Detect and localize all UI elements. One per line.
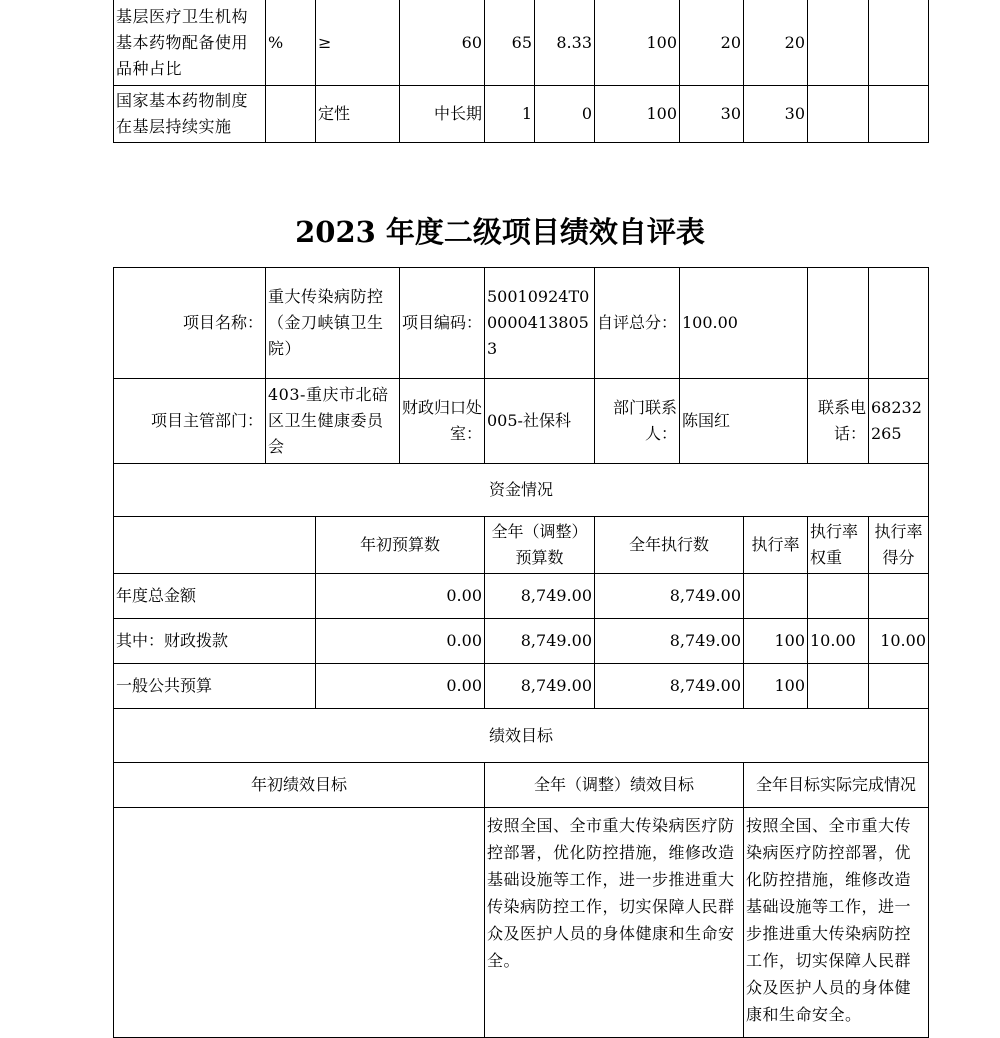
funds-row-rate: 100 xyxy=(744,619,808,664)
indicator-unit: % xyxy=(266,0,316,86)
contact-value: 陈国红 xyxy=(680,379,808,464)
indicator-row xyxy=(114,86,929,143)
funds-row-rate: 100 xyxy=(744,664,808,709)
perf-initial-text xyxy=(114,808,485,1038)
funds-row-label: 年度总金额 xyxy=(114,574,316,619)
funds-row-label: 一般公共预算 xyxy=(114,664,316,709)
perf-content-row xyxy=(114,808,929,1038)
dept-label: 项目主管部门： xyxy=(114,379,266,464)
project-name-value: 重大传染病防控（金刀峡镇卫生院） xyxy=(266,268,400,379)
project-info-row xyxy=(114,268,929,379)
indicator-completion: 100 xyxy=(595,0,680,86)
funds-header-adjusted: 全年（调整）预算数 xyxy=(485,517,595,574)
indicator-weight: 30 xyxy=(680,86,744,143)
indicator-deviation: 8.33 xyxy=(535,0,595,86)
indicator-name: 基层医疗卫生机构基本药物配备使用品种占比 xyxy=(114,0,266,86)
contact-label: 部门联系人： xyxy=(595,379,680,464)
finance-office-value: 005-社保科 xyxy=(485,379,595,464)
indicator-operator: 定性 xyxy=(316,86,400,143)
indicator-operator: ≥ xyxy=(316,0,400,86)
empty-cell xyxy=(869,0,929,86)
indicator-score: 30 xyxy=(744,86,808,143)
evaluation-table xyxy=(113,267,929,1038)
empty-cell xyxy=(869,268,929,379)
dept-value: 403-重庆市北碚区卫生健康委员会 xyxy=(266,379,400,464)
funds-row-weight xyxy=(808,664,869,709)
indicator-actual: 1 xyxy=(485,86,535,143)
perf-actual-text: 按照全国、全市重大传染病医疗防控部署，优化防控措施，维修改造基础设施等工作，进一步推进重大传染病防控工作，切实保障人民群众及医护人员的身体健康和生命安全。 xyxy=(744,808,929,1038)
indicator-unit xyxy=(266,86,316,143)
funds-header-executed: 全年执行数 xyxy=(595,517,744,574)
project-code-label: 项目编码： xyxy=(400,268,485,379)
funds-row-executed: 8,749.00 xyxy=(595,664,744,709)
funds-row-adjusted: 8,749.00 xyxy=(485,574,595,619)
funds-header-initial: 年初预算数 xyxy=(316,517,485,574)
total-score-value: 100.00 xyxy=(680,268,808,379)
funds-header-row xyxy=(114,517,929,574)
funds-section-title: 资金情况 xyxy=(114,464,929,517)
indicator-deviation: 0 xyxy=(535,86,595,143)
funds-row-score xyxy=(869,664,929,709)
funds-row-executed: 8,749.00 xyxy=(595,619,744,664)
indicator-weight: 20 xyxy=(680,0,744,86)
empty-cell xyxy=(114,517,316,574)
funds-header-score: 执行率得分 xyxy=(869,517,929,574)
funds-row-adjusted: 8,749.00 xyxy=(485,664,595,709)
perf-section-title: 绩效目标 xyxy=(114,709,929,763)
empty-cell xyxy=(869,86,929,143)
funds-row-label: 其中：财政拨款 xyxy=(114,619,316,664)
finance-office-label: 财政归口处室： xyxy=(400,379,485,464)
funds-row-initial: 0.00 xyxy=(316,619,485,664)
indicator-target: 中长期 xyxy=(400,86,485,143)
funds-row xyxy=(114,619,929,664)
indicator-name: 国家基本药物制度在基层持续实施 xyxy=(114,86,266,143)
total-score-label: 自评总分： xyxy=(595,268,680,379)
indicator-target: 60 xyxy=(400,0,485,86)
funds-row xyxy=(114,574,929,619)
perf-header-row xyxy=(114,763,929,808)
funds-row-initial: 0.00 xyxy=(316,574,485,619)
page-title: 2023 年度二级项目绩效自评表 xyxy=(295,215,705,249)
funds-row-score: 10.00 xyxy=(869,619,929,664)
indicator-score: 20 xyxy=(744,0,808,86)
funds-row-initial: 0.00 xyxy=(316,664,485,709)
perf-adjusted-text: 按照全国、全市重大传染病医疗防控部署，优化防控措施，维修改造基础设施等工作，进一步推进重大传染病防控工作，切实保障人民群众及医护人员的身体健康和生命安全。 xyxy=(485,808,744,1038)
funds-header-weight: 执行率权重 xyxy=(808,517,869,574)
empty-cell xyxy=(808,0,869,86)
perf-header-actual: 全年目标实际完成情况 xyxy=(744,763,929,808)
department-info-row xyxy=(114,379,929,464)
indicator-row xyxy=(114,0,929,86)
funds-row-executed: 8,749.00 xyxy=(595,574,744,619)
indicator-table xyxy=(113,0,929,143)
funds-header-rate: 执行率 xyxy=(744,517,808,574)
funds-row-weight: 10.00 xyxy=(808,619,869,664)
perf-section-row xyxy=(114,709,929,763)
indicator-completion: 100 xyxy=(595,86,680,143)
indicator-actual: 65 xyxy=(485,0,535,86)
perf-header-adjusted: 全年（调整）绩效目标 xyxy=(485,763,744,808)
funds-row-adjusted: 8,749.00 xyxy=(485,619,595,664)
funds-section-row xyxy=(114,464,929,517)
funds-row-rate xyxy=(744,574,808,619)
empty-cell xyxy=(808,86,869,143)
funds-row-score xyxy=(869,574,929,619)
phone-value: 68232265 xyxy=(869,379,929,464)
funds-row xyxy=(114,664,929,709)
project-code-value: 50010924T000004138053 xyxy=(485,268,595,379)
phone-label: 联系电话： xyxy=(808,379,869,464)
funds-row-weight xyxy=(808,574,869,619)
perf-header-initial: 年初绩效目标 xyxy=(114,763,485,808)
project-name-label: 项目名称： xyxy=(114,268,266,379)
empty-cell xyxy=(808,268,869,379)
